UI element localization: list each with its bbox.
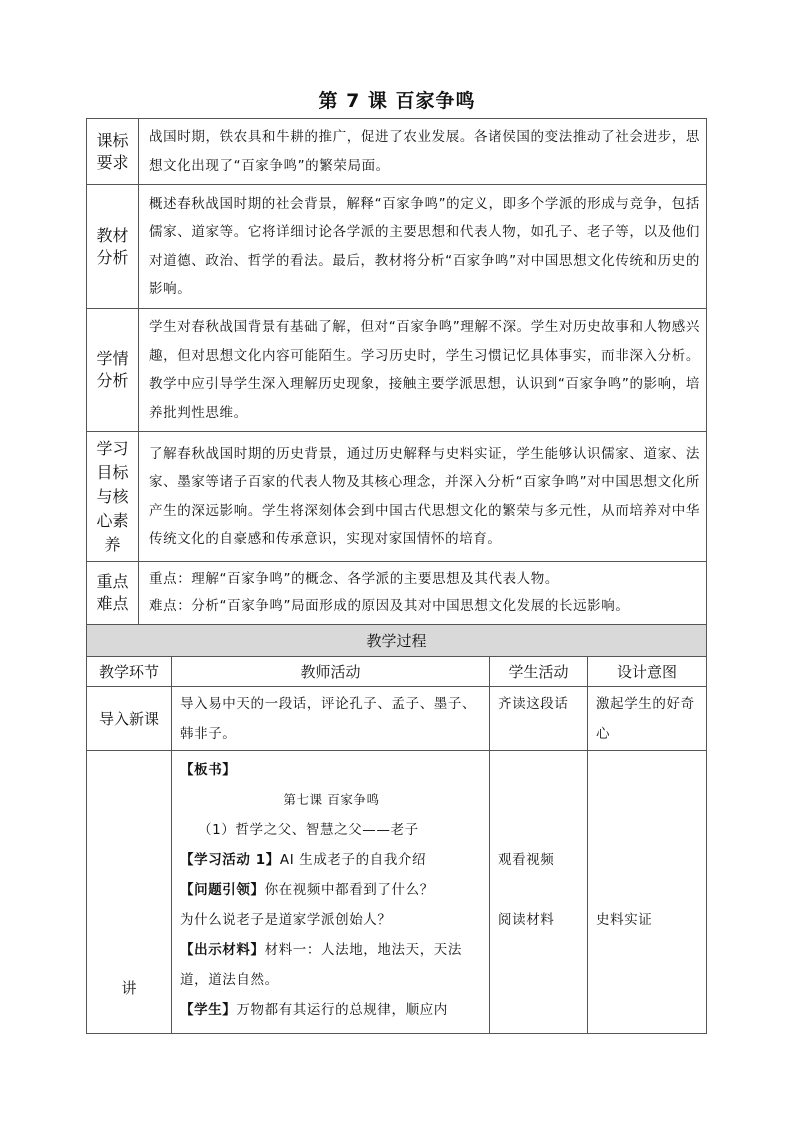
text-standard: 战国时期，铁农具和牛耕的推广，促进了农业发展。各诸侯国的变法推动了社会进步，思想文化出现了“百家争鸣”的繁荣局面。 xyxy=(139,119,707,185)
student-intro: 齐读这段话 xyxy=(490,687,588,751)
board-title: 第七课 百家争鸣 xyxy=(283,792,380,807)
label-line: 教材 xyxy=(96,225,129,245)
label-line: 分析 xyxy=(96,247,129,267)
label-students xyxy=(87,309,139,432)
material-line xyxy=(180,935,483,995)
label-line: 分析 xyxy=(96,371,129,390)
label-line: 要求 xyxy=(96,152,129,172)
student-lecture xyxy=(490,751,588,1034)
label-line: 学习 xyxy=(96,438,129,458)
row-lecture xyxy=(87,751,707,1034)
row-students xyxy=(87,309,707,432)
question-tag: 【问题引领】 xyxy=(180,882,265,898)
column-header-student: 学生活动 xyxy=(490,657,588,687)
intent-intro: 激起学生的好奇心 xyxy=(588,687,707,751)
question-line-2: 为什么说老子是道家学派创始人？ xyxy=(180,912,392,928)
label-line: 重点 xyxy=(96,572,129,591)
column-header-stage: 教学环节 xyxy=(87,657,172,687)
label-line: 心素 xyxy=(96,510,129,530)
board-tag: 【板书】 xyxy=(180,762,237,778)
activity-line xyxy=(180,845,483,875)
process-header: 教学过程 xyxy=(87,625,707,657)
difficult-point: 难点：分析“百家争鸣”局面形成的原因及其对中国思想文化发展的长远影响。 xyxy=(149,598,630,614)
material-text: 材料一：人法地，地法天，天法道，道法自然。 xyxy=(180,942,463,988)
row-goals xyxy=(87,432,707,562)
intent-lecture: 史料实证 xyxy=(588,751,707,1034)
row-column-headers xyxy=(87,657,707,687)
label-keypoints xyxy=(87,562,139,625)
teacher-lecture xyxy=(172,751,490,1034)
label-line: 学情 xyxy=(96,349,129,368)
text-keypoints xyxy=(139,562,707,625)
stage-lecture: 讲 xyxy=(87,751,172,1034)
row-textbook xyxy=(87,185,707,309)
row-process-header xyxy=(87,625,707,657)
lesson-plan-table xyxy=(86,118,707,1034)
student-activity-1: 观看视频 xyxy=(498,852,555,868)
board-item: （1）哲学之父、智慧之父——老子 xyxy=(198,822,419,838)
column-header-teacher: 教师活动 xyxy=(172,657,490,687)
stage-intro: 导入新课 xyxy=(87,687,172,751)
activity-tag: 【学习活动 1】 xyxy=(180,852,280,868)
label-line: 目标 xyxy=(96,462,129,482)
column-header-intent: 设计意图 xyxy=(588,657,707,687)
label-standard xyxy=(87,119,139,185)
page-title: 第 7 课 百家争鸣 xyxy=(318,90,476,112)
student-tag: 【学生】 xyxy=(180,1002,237,1018)
row-standard xyxy=(87,119,707,185)
key-point: 重点：理解“百家争鸣”的概念、各学派的主要思想及其代表人物。 xyxy=(149,571,559,587)
label-goals xyxy=(87,432,139,562)
text-students: 学生对春秋战国背景有基础了解，但对“百家争鸣”理解不深。学生对历史故事和人物感兴趣，但对思想文化内容可能陌生。学习历史时，学生习惯记忆具体事实，而非深入分析。教学中应引导学生深入理解历史现象，接触主要学派思想，认识到“百家争鸣”的影响，培养批判性思维。 xyxy=(139,309,707,432)
label-line: 与核 xyxy=(96,486,129,506)
student-text: 万物都有其运行的总规律，顺应内 xyxy=(236,1002,448,1018)
label-textbook xyxy=(87,185,139,309)
question-text: 你在视频中都看到了什么？ xyxy=(264,882,434,898)
row-intro xyxy=(87,687,707,751)
student-activity-2: 阅读材料 xyxy=(498,912,555,928)
text-goals: 了解春秋战国时期的历史背景，通过历史解释与史料实证，学生能够认识儒家、道家、法家、墨家等诸子百家的代表人物及其核心理念，并深入分析“百家争鸣”对中国思想文化所产生的深远影响。学生将深刻体会到中国古代思想文化的繁荣与多元性，从而培养对中华传统文化的自豪感和传承意识，实现对家国情怀的培育。 xyxy=(139,432,707,562)
label-line: 养 xyxy=(104,534,121,554)
label-line: 难点 xyxy=(96,594,129,613)
row-keypoints xyxy=(87,562,707,625)
student-line xyxy=(180,995,483,1025)
teacher-intro: 导入易中天的一段话，评论孔子、孟子、墨子、韩非子。 xyxy=(172,687,490,751)
material-tag: 【出示材料】 xyxy=(180,942,265,958)
activity-text: AI 生成老子的自我介绍 xyxy=(279,852,427,868)
label-line: 课标 xyxy=(96,130,129,150)
text-textbook: 概述春秋战国时期的社会背景，解释“百家争鸣”的定义，即多个学派的形成与竞争，包括儒家、道家等。它将详细讨论各学派的主要思想和代表人物，如孔子、老子等，以及他们对道德、政治、哲学的看法。最后，教材将分析“百家争鸣”对中国思想文化传统和历史的影响。 xyxy=(139,185,707,309)
question-line xyxy=(180,875,483,905)
